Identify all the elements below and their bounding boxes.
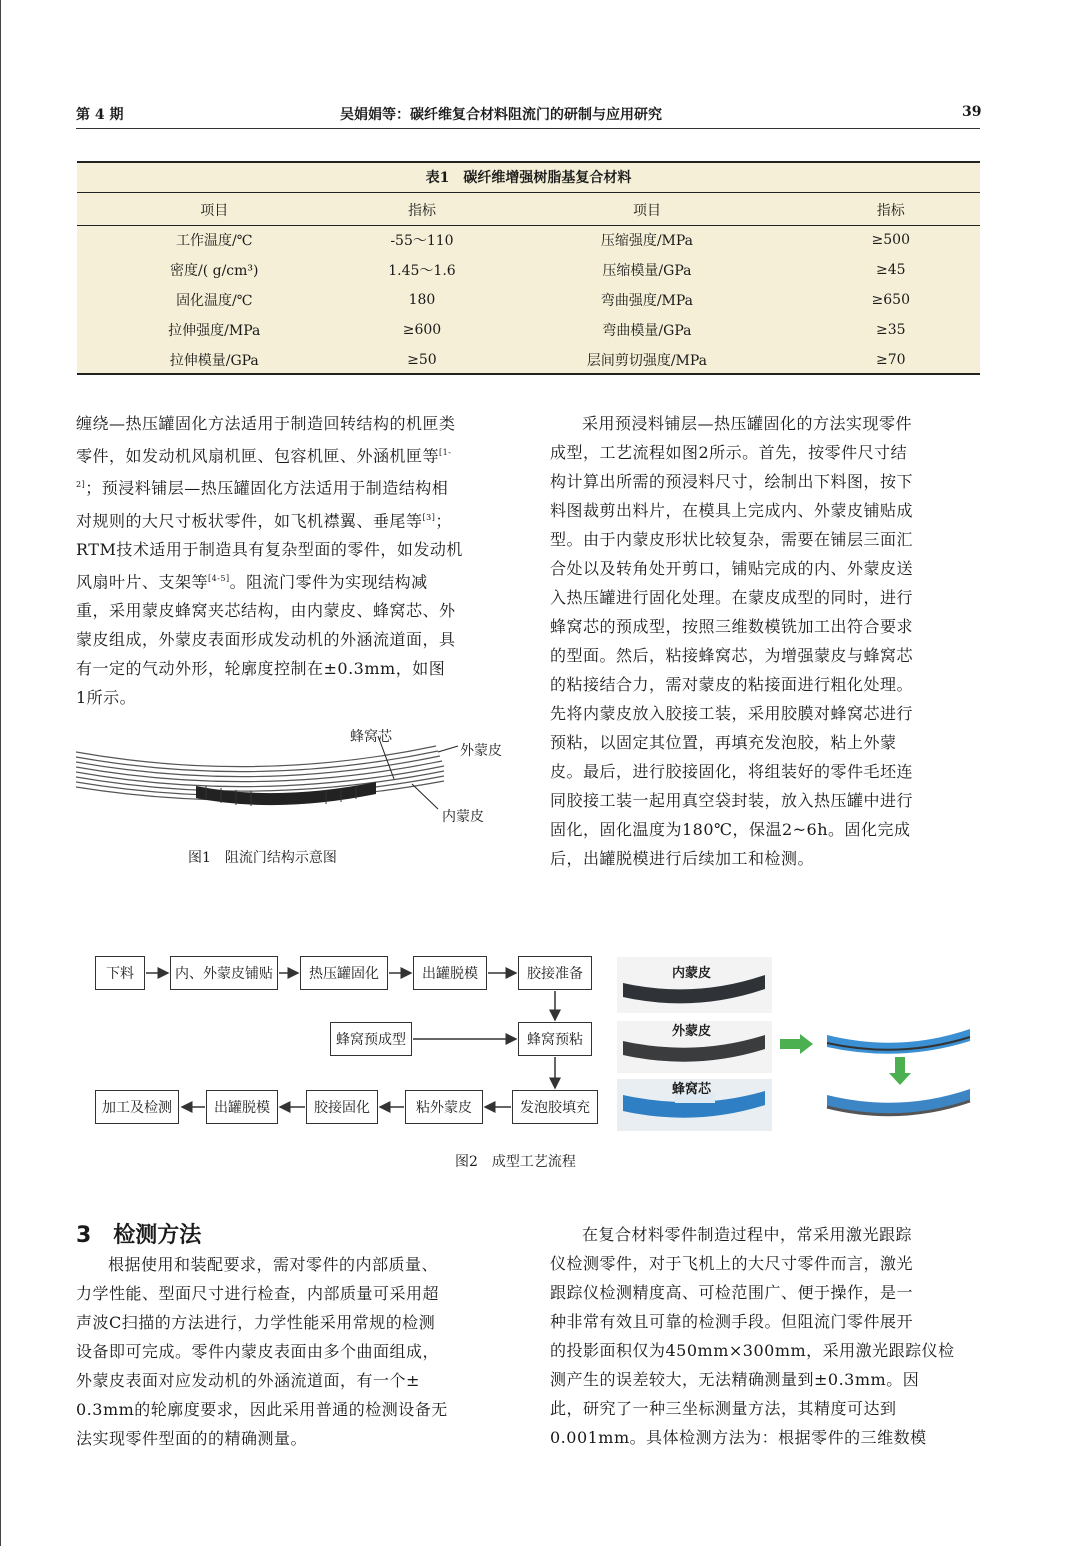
left-paragraph-1: [76, 409, 506, 712]
text-line: 采用预浸料铺层—热压罐固化的方法实现零件: [582, 414, 913, 433]
label-inner-skin: 内蒙皮: [442, 809, 484, 825]
table-cell: ≥650: [871, 292, 910, 308]
table-cell: ≥500: [871, 232, 910, 248]
text-line: 重，采用蒙皮蜂窝夹芯结构，由内蒙皮、蜂窝芯、外: [76, 601, 456, 621]
text-line: 构计算出所需的预浸料尺寸，绘制出下料图，按下: [550, 472, 914, 491]
section-3-heading: 3 检测方法: [76, 1223, 202, 1248]
table-cell: 密度/( g/cm³): [170, 263, 259, 279]
text-line: 同胶接工装一起用真空袋封装，放入热压罐中进行: [550, 791, 914, 810]
text-line: 种非常有效且可靠的检测手段。但阻流门零件展开: [550, 1312, 914, 1331]
text-line: 力学性能、型面尺寸进行检查，内部质量可采用超: [76, 1284, 440, 1303]
text-line: 1所示。: [76, 688, 137, 708]
step-machining-inspection: 加工及检测: [95, 1090, 179, 1124]
flowchart-arrows: [90, 945, 610, 1125]
text-line: RTM技术适用于制造具有复杂型面的零件，如发动机: [76, 539, 463, 559]
table-cell: -55～110: [390, 233, 454, 249]
table-cell: 1.45～1.6: [388, 263, 456, 279]
text-line: 风扇叶片、支架等[4-5]。阻流门零件为实现结构减: [76, 572, 428, 592]
text-line: 料图裁剪出料片，在模具上完成内、外蒙皮铺贴成: [550, 501, 914, 520]
photo-label-outer-skin: 外蒙皮: [672, 1024, 712, 1039]
table-cell: 工作温度/℃: [176, 233, 253, 249]
text-line: 成型，工艺流程如图2所示。首先，按零件尺寸结: [550, 443, 908, 462]
table-cell: 180: [408, 292, 436, 308]
photo-label-inner-skin: 内蒙皮: [672, 966, 712, 981]
table-cell: 拉伸强度/MPa: [168, 323, 261, 339]
table-cell: 压缩强度/MPa: [600, 233, 694, 249]
text-line: 的粘接结合力，需对蒙皮的粘接面进行粗化处理。: [550, 675, 914, 694]
table-row: [77, 225, 980, 255]
step-bond-cure: 胶接固化: [306, 1090, 378, 1124]
text-line: $^{2]}$；预浸料铺层—热压罐固化方法适用于制造结构相: [76, 478, 449, 498]
text-line: 型。由于内蒙皮形状比较复杂，需要在铺层三面汇: [550, 530, 914, 549]
text-line: 测产生的误差较大，无法精确测量到±0.3mm。因: [550, 1370, 920, 1389]
figure-2-photos: [615, 955, 980, 1135]
section-3-right-paragraph: [550, 1220, 980, 1452]
text-line: 根据使用和装配要求，需对零件的内部质量、: [108, 1255, 439, 1274]
text-line: 在复合材料零件制造过程中，常采用激光跟踪: [582, 1225, 913, 1244]
table-header-cell: 项目: [200, 203, 229, 219]
table-header-cell: 指标: [876, 203, 905, 219]
step-cutting: 下料: [95, 956, 145, 990]
page-edge: [0, 0, 1, 1546]
step-bond-prep: 胶接准备: [518, 956, 592, 990]
header-rule: [76, 128, 980, 129]
text-line: 固化，固化温度为180℃，保温2~6h。固化完成: [550, 820, 911, 839]
figure-1-caption: 图1 阻流门结构示意图: [188, 850, 337, 866]
text-line: 先将内蒙皮放入胶接工装，采用胶膜对蜂窝芯进行: [550, 704, 914, 723]
text-line: 皮。最后，进行胶接固化，将组装好的零件毛坯连: [550, 762, 914, 781]
table-header-cell: 项目: [632, 203, 661, 219]
text-line: 缠绕—热压罐固化方法适用于制造回转结构的机匣类: [76, 414, 456, 433]
step-foam-fill: 发泡胶填充: [512, 1090, 598, 1124]
step-skin-layup: 内、外蒙皮铺贴: [170, 956, 278, 990]
table-cell: 固化温度/℃: [176, 293, 253, 309]
right-paragraph-1: [550, 409, 980, 873]
text-line: 入热压罐进行固化处理。在蒙皮成型的同时，进行: [550, 588, 914, 607]
text-line: 有一定的气动外形，轮廓度控制在±0.3mm，如图: [76, 659, 446, 679]
text-line: 声波C扫描的方法进行，力学性能采用常规的检测: [76, 1313, 436, 1332]
text-line: 预粘，以固定其位置，再填充发泡胶，粘上外蒙: [550, 733, 897, 752]
photo-label-honeycomb: 蜂窝芯: [672, 1082, 712, 1097]
section-3-left-paragraph: [76, 1250, 506, 1453]
page-number: 39: [962, 104, 982, 120]
text-line: 的投影面积仅为450mm×300mm，采用激光跟踪仪检: [550, 1341, 955, 1360]
table-cell: ≥35: [875, 322, 906, 338]
table-cell: 压缩模量/GPa: [602, 263, 692, 279]
issue-label: 第 4 期: [76, 107, 124, 123]
table-cell: 弯曲强度/MPa: [600, 293, 694, 309]
table-cell: 拉伸模量/GPa: [169, 353, 259, 369]
text-line: 法实现零件型面的的精确测量。: [76, 1429, 308, 1448]
step-demold-2: 出罐脱模: [206, 1090, 278, 1124]
table-cell: 弯曲模量/GPa: [602, 323, 692, 339]
text-line: 外蒙皮表面对应发动机的外涵流道面，有一个±: [76, 1371, 420, 1390]
text-line: 此，研究了一种三坐标测量方法，其精度可达到: [550, 1399, 897, 1418]
table-row: [77, 315, 980, 345]
text-line: 对规则的大尺寸板状零件，如飞机襟翼、垂尾等[3]；: [76, 510, 452, 530]
text-line: 后，出罐脱模进行后续加工和检测。: [550, 849, 815, 868]
text-line: 0.3mm的轮廓度要求，因此采用普通的检测设备无: [76, 1400, 448, 1419]
table-header-cell: 指标: [407, 203, 436, 219]
running-title: 吴娟娟等：碳纤维复合材料阻流门的研制与应用研究: [340, 107, 662, 123]
table-cell: ≥50: [407, 352, 437, 368]
text-line: 0.001mm。具体检测方法为：根据零件的三维数模: [550, 1428, 927, 1447]
text-line: 仪检测零件，对于飞机上的大尺寸零件而言，激光: [550, 1254, 914, 1273]
table-cell: ≥600: [402, 322, 442, 338]
text-line: 零件，如发动机风扇机匣、包容机匣、外涵机匣等$^{[1-}$: [76, 446, 452, 466]
text-line: 设备即可完成。零件内蒙皮表面由多个曲面组成，: [76, 1342, 440, 1361]
text-line: 的型面。然后，粘接蜂窝芯，为增强蒙皮与蜂窝芯: [550, 646, 914, 665]
text-line: 跟踪仪检测精度高、可检范围广、便于操作，是一: [550, 1283, 914, 1302]
step-demold-1: 出罐脱模: [413, 956, 487, 990]
text-line: 合处以及转角处开剪口，铺贴完成的内、外蒙皮送: [550, 559, 914, 578]
table-header-row: [77, 195, 980, 225]
step-honeycomb-preform: 蜂窝预成型: [330, 1022, 412, 1056]
table-row: [77, 285, 980, 315]
table-1: [77, 161, 980, 375]
text-line: 蜂窝芯的预成型，按照三维数模铣加工出符合要求: [550, 617, 914, 636]
figure-2-caption: 图2 成型工艺流程: [455, 1154, 576, 1170]
label-outer-skin: 外蒙皮: [460, 743, 502, 759]
figure-1-diagram: [76, 724, 516, 844]
table-cell: 层间剪切强度/MPa: [586, 353, 708, 369]
table-row: [77, 255, 980, 285]
text-line: 蒙皮组成，外蒙皮表面形成发动机的外涵流道面，具: [76, 630, 456, 650]
step-honeycomb-prebond: 蜂窝预粘: [518, 1022, 592, 1056]
table-cell: ≥45: [875, 262, 906, 278]
step-autoclave-cure: 热压罐固化: [300, 956, 388, 990]
step-outer-skin-bond: 粘外蒙皮: [405, 1090, 483, 1124]
table-caption: 表1 碳纤维增强树脂基复合材料: [425, 170, 632, 186]
table-cell: ≥70: [875, 352, 906, 368]
label-honeycomb: 蜂窝芯: [350, 729, 392, 745]
table-row: [77, 345, 980, 375]
